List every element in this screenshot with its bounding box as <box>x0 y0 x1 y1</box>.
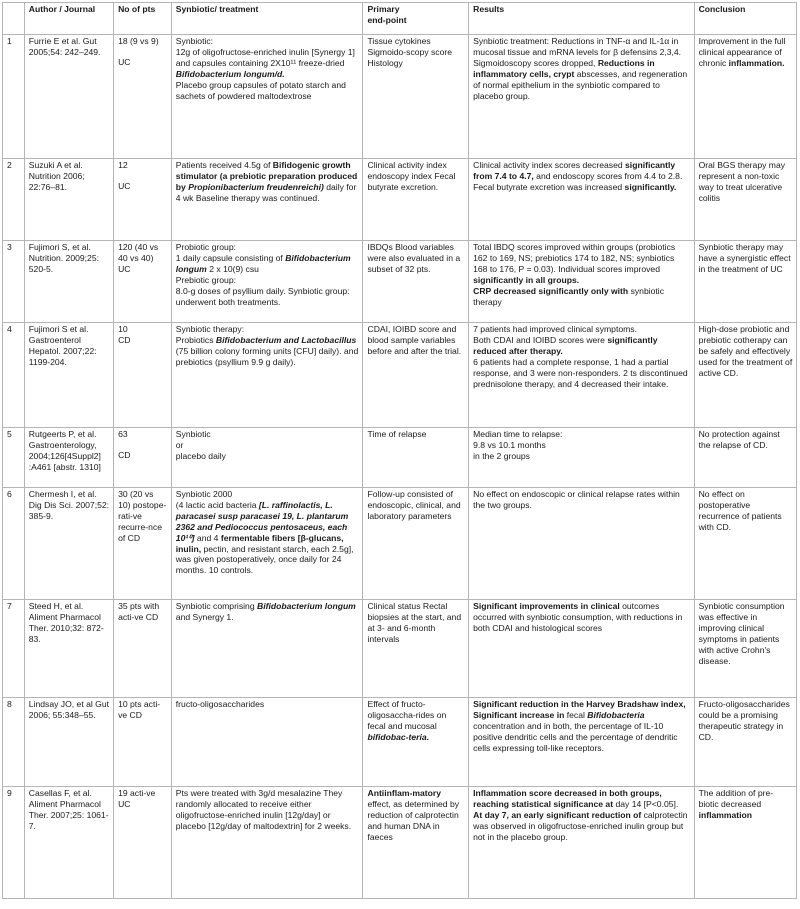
treatment-lead: Synbiotic: <box>175 36 214 46</box>
results-text: Both CDAI and IOIBD scores were <box>473 334 605 345</box>
pts-cell <box>114 35 172 159</box>
results-text: Clinical activity index scores decreased <box>473 160 623 170</box>
treatment-tail: pectin, and resistant starch, each 2.5g], was given postoperatively, once daily for 24 months. 10 controls. <box>175 543 354 576</box>
treatment-species: Bifidobacterium and Lactobacillus <box>215 334 357 345</box>
results-text: in the 2 groups <box>473 450 530 461</box>
treatment-cell <box>171 159 363 241</box>
treatment-cell: Pts were treated with 3g/d mesalazine They randomly allocated to receive either oligofructose-enriched inulin [12g/day] or placebo [12g/day of maltodextrin] for 2 weeks. <box>171 787 363 899</box>
results-text: Sigmoidoscopy scores dropped, <box>473 57 596 68</box>
endpoint-cell: CDAI, IOIBD score and blood sample variables before and after the trial. <box>363 323 469 428</box>
treatment-cell <box>171 323 363 428</box>
results-cell: No effect on endoscopic or clinical relapse rates within the two groups. <box>469 488 694 600</box>
treatment-body: 12g of oligofructose-enriched inulin [Synergy 1] and capsules containing 2X10¹¹ freeze-dried <box>175 46 355 68</box>
results-text: fecal <box>566 709 585 720</box>
results-cell <box>469 698 694 787</box>
treatment-body: (4 lactic acid bacteria <box>175 499 257 510</box>
row-number: 4 <box>3 323 25 428</box>
endpoint-text: Effect of fructo-oligosaccha-rides on fecal and mucosal <box>367 699 447 731</box>
results-cell <box>469 241 694 323</box>
header-pts: No of pts <box>114 3 172 35</box>
pts-cell: 10 pts acti-ve CD <box>114 698 172 787</box>
treatment-tail: (75 billion colony forming units [CFU] daily). and prebiotics (psyllium 9.9 g daily). <box>175 345 359 367</box>
pts-count: 63 <box>118 429 128 439</box>
table-row <box>3 488 797 600</box>
endpoint-text: effect, as determined by reduction of calprotectin and human DNA in faeces <box>367 798 460 842</box>
results-species: Bifidobacteria <box>587 709 645 720</box>
row-number: 3 <box>3 241 25 323</box>
results-text: Total IBDQ scores improved within groups (probiotics 162 to 169, NS; prebiotics 174 to 182, NS; synbiotics 168 to 176, P = 0.03). Individual scores improved <box>473 242 676 274</box>
conclusion-cell: No protection against the relapse of CD. <box>694 428 796 488</box>
treatment-tail: and Synergy 1. <box>175 611 234 622</box>
pts-count: 10 <box>118 324 128 334</box>
results-highlight: significantly from 7.4 to 4.7, <box>473 160 676 181</box>
header-treatment: Synbiotic/ treatment <box>171 3 363 35</box>
results-text: calprotectin was observed in oligofructose-enriched inulin group but not in the placebo group. <box>473 809 688 842</box>
pts-count: 18 (9 vs 9) <box>118 36 159 46</box>
author-cell: Fujimori S, et al. Nutrition. 2009;25: 520-5. <box>24 241 113 323</box>
treatment-tail: daily for 4 wk Baseline therapy was continued. <box>175 181 357 203</box>
pts-type: UC <box>118 263 131 274</box>
conclusion-cell: Synbiotic consumption was effective in improving clinical symptoms in patients with active Crohn's disease. <box>694 600 796 698</box>
results-text: 7 patients had improved clinical symptoms. <box>473 324 637 334</box>
pts-count: 120 (40 vs 40 vs 40) <box>118 242 159 263</box>
endpoint-highlight: Antiinflam-matory <box>367 788 442 798</box>
header-author: Author / Journal <box>24 3 113 35</box>
results-cell <box>469 35 694 159</box>
conclusion-cell <box>694 787 796 899</box>
author-cell: Lindsay JO, et al Gut 2006; 55:348–55. <box>24 698 113 787</box>
table-row <box>3 323 797 428</box>
table-row <box>3 35 797 159</box>
row-number: 2 <box>3 159 25 241</box>
treatment-lead: Synbiotic therapy: <box>175 324 245 334</box>
treatment-lead: Synbiotic comprising <box>175 601 255 611</box>
results-cell <box>469 428 694 488</box>
table-row <box>3 698 797 787</box>
row-number: 1 <box>3 35 25 159</box>
conclusion-cell <box>694 35 796 159</box>
treatment-tail: placebo daily <box>175 450 226 461</box>
treatment-species: Propionibacterium freudenreichi) <box>188 181 324 192</box>
treatment-species: [L. raffinolactis, L. paracasei susp paracasei 19, L. plantarum 2362 and Pediococcus pentosaceus, each 10¹⁰] <box>175 499 349 543</box>
header-endpoint-line1: Primary <box>367 4 400 14</box>
endpoint-cell: Follow-up consisted of endoscopic, clinical, and laboratory parameters <box>363 488 469 600</box>
endpoint-cell: Clinical status Rectal biopsies at the start, and at 3- and 6-month intervals <box>363 600 469 698</box>
endpoint-cell <box>363 698 469 787</box>
pts-type: UC <box>118 56 131 67</box>
pts-count: 12 <box>118 160 128 170</box>
treatment-species: Bifidobacterium longum <box>175 252 351 274</box>
treatment-species: Bifidobacterium longum/d. <box>175 68 285 79</box>
conclusion-cell: High-dose probiotic and prebiotic cotherapy can be safely and effectively used for the treatment of active CD. <box>694 323 796 428</box>
studies-table <box>2 2 797 899</box>
table-row <box>3 241 797 323</box>
results-highlight: At day 7, an early significant reduction of <box>473 809 642 820</box>
author-cell: Casellas F, et al. Aliment Pharmacol Ther. 2007;25: 1061-7. <box>24 787 113 899</box>
conclusion-cell: Fructo-oligosaccharides could be a promising therapeutic strategy in CD. <box>694 698 796 787</box>
results-highlight: Reductions in inflammatory cells, crypt <box>473 57 655 79</box>
treatment-lead: Synbiotic <box>175 429 211 439</box>
results-text: and endoscopy scores from 4.4 to 2.8. Fecal butyrate excretion was increased <box>473 170 683 192</box>
header-endpoint <box>363 3 469 35</box>
treatment-cell <box>171 488 363 600</box>
treatment-body: and 4 <box>196 532 219 543</box>
pts-cell <box>114 241 172 323</box>
header-conclusion: Conclusion <box>694 3 796 35</box>
treatment-mid: Prebiotic group: <box>175 274 236 285</box>
results-text: Median time to relapse: <box>473 429 563 439</box>
treatment-body: or <box>175 439 184 450</box>
treatment-highlight: Bifidogenic growth stimulator (a prebiotic preparation produced by <box>175 160 358 192</box>
results-text: Synbiotic treatment: Reductions in TNF-α and IL-1α in mucosal tissue and mRNA levels for β defensins 2,3,4. <box>473 36 682 57</box>
results-text: concentration and in both, the percentage of IL-10 positive dendritic cells and the percentage of dendritic cells expressing toll-like receptors. <box>473 720 678 753</box>
author-cell: Steed H, et al. Aliment Pharmacol Ther. 2010;32: 872-83. <box>24 600 113 698</box>
row-number: 5 <box>3 428 25 488</box>
pts-cell: 19 acti-ve UC <box>114 787 172 899</box>
endpoint-cell: IBDQs Blood variables were also evaluated in a subset of 32 pts. <box>363 241 469 323</box>
endpoint-cell: Tissue cytokines Sigmoido-scopy score Histology <box>363 35 469 159</box>
conclusion-highlight: inflammation <box>698 809 753 820</box>
results-cell <box>469 787 694 899</box>
conclusion-highlight: inflammation. <box>728 57 785 68</box>
header-results: Results <box>469 3 694 35</box>
pts-cell <box>114 159 172 241</box>
table-row <box>3 600 797 698</box>
results-text: synbiotic therapy <box>473 285 665 307</box>
author-cell: Rutgeerts P, et al. Gastroenterology, 2004;126[4Suppl2] :A461 [abstr. 1310] <box>24 428 113 488</box>
results-text: abscesses, and regeneration of normal epithelium in the synbiotic compared to placebo group. <box>473 68 688 101</box>
author-cell: Suzuki A et al. Nutrition 2006; 22:76–81. <box>24 159 113 241</box>
row-number: 8 <box>3 698 25 787</box>
pts-cell <box>114 428 172 488</box>
results-cell <box>469 323 694 428</box>
row-number: 6 <box>3 488 25 600</box>
results-text: 9.8 vs 10.1 months <box>473 439 546 450</box>
results-text: day 14 [P<0.05]. <box>615 798 679 809</box>
treatment-body: Probiotics <box>175 334 214 345</box>
author-cell: Chermesh I, et al. Dig Dis Sci. 2007;52: 385-9. <box>24 488 113 600</box>
endpoint-species: bifidobac-teria. <box>367 731 430 742</box>
treatment-tail: 8.0-g doses of psyllium daily. Synbiotic group: underwent both treatments. <box>175 285 350 307</box>
results-highlight: significantly in all groups. <box>473 274 580 285</box>
row-number: 7 <box>3 600 25 698</box>
row-number: 9 <box>3 787 25 899</box>
header-endpoint-line2: end-point <box>367 14 407 25</box>
results-highlight: Significant improvements in clinical <box>473 601 620 611</box>
treatment-body: 1 daily capsule consisting of <box>175 252 283 263</box>
pts-type: CD <box>118 334 131 345</box>
treatment-cell <box>171 600 363 698</box>
treatment-cell <box>171 428 363 488</box>
conclusion-text: The addition of pre-biotic decreased <box>698 788 774 809</box>
results-highlight: Significant reduction in the Harvey Bradshaw index, Significant increase in <box>473 699 686 720</box>
pts-cell: 35 pts with acti-ve CD <box>114 600 172 698</box>
table-row <box>3 787 797 899</box>
treatment-cell <box>171 241 363 323</box>
results-cell <box>469 159 694 241</box>
results-cell <box>469 600 694 698</box>
treatment-lead: Probiotic group: <box>175 242 236 252</box>
treatment-cell: fructo-oligosaccharides <box>171 698 363 787</box>
endpoint-cell: Clinical activity index endoscopy index Fecal butyrate excretion. <box>363 159 469 241</box>
treatment-species: Bifidobacterium longum <box>257 601 356 611</box>
table-row <box>3 428 797 488</box>
results-highlight: significantly. <box>624 181 677 192</box>
header-num <box>3 3 25 35</box>
conclusion-text: Improvement in the full clinical appearance of chronic <box>698 36 786 68</box>
pts-cell <box>114 323 172 428</box>
treatment-body: 2 x 10(9) csu <box>209 263 259 274</box>
results-highlight: CRP decreased significantly only with <box>473 285 629 296</box>
results-text: outcomes occurred with synbiotic consumption, with reductions in both CDAI and histological scores <box>473 601 683 633</box>
treatment-cell <box>171 35 363 159</box>
results-text: 6 patients had a complete response, 1 had a partial response, and 3 were non-responders. 2 ts discontinued prednisolone therapy, and 4 decreased their intake. <box>473 356 688 389</box>
author-cell: Fujimori S et al. Gastroenterol Hepatol. 2007;22: 1199-204. <box>24 323 113 428</box>
pts-type: CD <box>118 449 131 460</box>
table-row <box>3 159 797 241</box>
treatment-highlight: fermentable fibers [β-glucans, inulin, <box>175 532 344 554</box>
conclusion-cell: Synbiotic therapy may have a synergistic effect in the treatment of UC <box>694 241 796 323</box>
results-highlight: Inflammation score decreased in both groups, reaching statistical significance at <box>473 788 662 809</box>
endpoint-cell <box>363 787 469 899</box>
treatment-lead: Synbiotic 2000 <box>175 489 233 499</box>
treatment-tail: Placebo group capsules of potato starch and sachets of powdered maltodextrose <box>175 79 346 101</box>
treatment-lead: Patients received 4.5g of <box>175 160 271 170</box>
pts-cell: 30 (20 vs 10) postope-rati-ve recurre-nce of CD <box>114 488 172 600</box>
results-highlight: significantly reduced after therapy. <box>473 334 658 356</box>
header-row <box>3 3 797 35</box>
conclusion-cell: No effect on postoperative recurrence of patients with CD. <box>694 488 796 600</box>
conclusion-cell: Oral BGS therapy may represent a non-toxic way to treat ulcerative colitis <box>694 159 796 241</box>
endpoint-cell: Time of relapse <box>363 428 469 488</box>
pts-type: UC <box>118 180 131 191</box>
author-cell: Furrie E et al. Gut 2005;54: 242–249. <box>24 35 113 159</box>
